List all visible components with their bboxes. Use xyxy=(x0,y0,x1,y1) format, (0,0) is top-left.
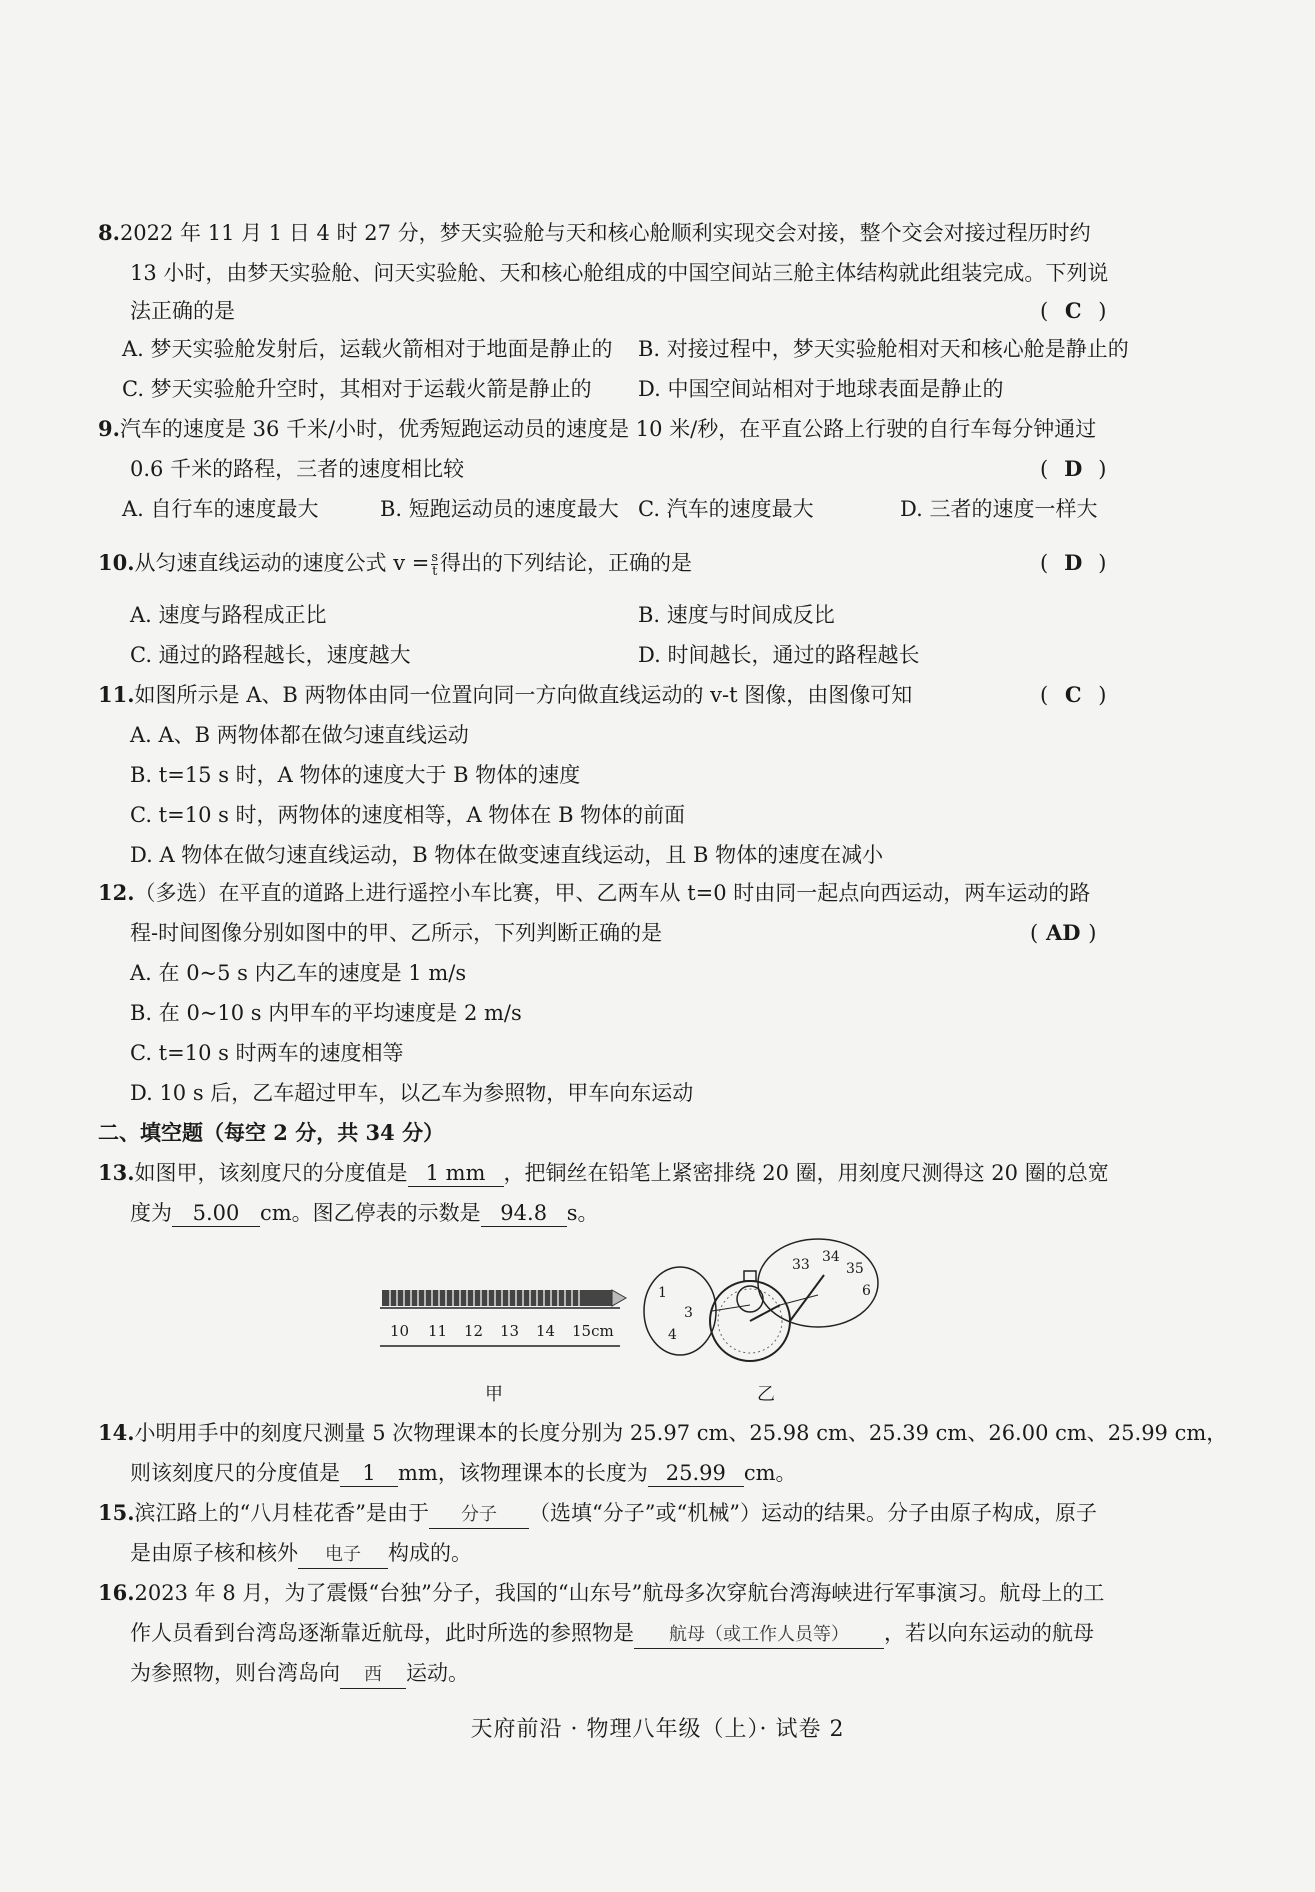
q9-option-c: C. 汽车的速度最大 xyxy=(638,497,814,521)
ruler-tick-12: 12 xyxy=(464,1322,484,1340)
q10-frac-denominator: t xyxy=(432,564,438,579)
q10-frac-numerator: s xyxy=(431,550,439,565)
q16-line3 xyxy=(130,1658,1170,1689)
q13-text1: 如图甲，该刻度尺的分度值是 xyxy=(134,1161,408,1185)
q12-option-d: D. 10 s 后，乙车超过甲车，以乙车为参照物，甲车向东运动 xyxy=(130,1081,694,1105)
q15-blank-2: 电子 xyxy=(298,1542,388,1569)
q9-text2: 0.6 千米的路程，三者的速度相比较 xyxy=(130,457,465,481)
q9-option-b: B. 短跑运动员的速度最大 xyxy=(380,497,619,521)
q9-answer: ( D ) xyxy=(1040,454,1140,484)
ruler-tick-10: 10 xyxy=(390,1322,410,1340)
q12-line1 xyxy=(98,878,1138,908)
q15-line2 xyxy=(130,1538,1170,1569)
q15-text4: 构成的。 xyxy=(388,1541,472,1565)
q11-answer: ( C ) xyxy=(1040,680,1140,710)
big-dial-label-33: 33 xyxy=(792,1257,810,1273)
q10-formula-fraction xyxy=(431,551,438,578)
ruler-tick-13: 13 xyxy=(500,1322,520,1340)
q13-text5: s。 xyxy=(566,1201,599,1225)
q12-option-b: B. 在 0~10 s 内甲车的平均速度是 2 m/s xyxy=(130,1001,522,1025)
pencil-tip xyxy=(612,1290,626,1306)
q12-option-c: C. t=10 s 时两车的速度相等 xyxy=(130,1041,404,1065)
q11-option-b: B. t=15 s 时，A 物体的速度大于 B 物体的速度 xyxy=(130,763,581,787)
q10-line1 xyxy=(98,548,1138,578)
q11-option-c: C. t=10 s 时，两物体的速度相等，A 物体在 B 物体的前面 xyxy=(130,803,686,827)
ruler-tick-14: 14 xyxy=(536,1322,556,1340)
q10-text-post: 得出的下列结论，正确的是 xyxy=(440,551,693,575)
q16-text5: 运动。 xyxy=(406,1661,469,1685)
q14-blank-1: 1 xyxy=(340,1460,398,1487)
q11-text1: 如图所示是 A、B 两物体由同一位置向同一方向做直线运动的 v-t 图像，由图像可知 xyxy=(134,683,913,707)
q13-text3: 度为 xyxy=(130,1201,172,1225)
q15-text2: （选填“分子”或“机械”）运动的结果。分子由原子构成，原子 xyxy=(529,1501,1097,1525)
q14-text3: mm，该物理课本的长度为 xyxy=(398,1461,648,1485)
q13-blank-3: 94.8 xyxy=(481,1200,567,1227)
q11-option-d: D. A 物体在做匀速直线运动，B 物体在做变速直线运动，且 B 物体的速度在减小 xyxy=(130,843,884,867)
q14-line1 xyxy=(98,1418,1228,1448)
q12-answer: ( AD ) xyxy=(1030,918,1130,948)
coiled-wire xyxy=(382,1290,612,1306)
big-dial-label-6: 6 xyxy=(862,1283,871,1299)
q14-line2 xyxy=(130,1458,1170,1488)
q16-number: 16. xyxy=(98,1580,135,1605)
q13-blank-1: 1 mm xyxy=(408,1160,504,1187)
q16-blank-2: 西 xyxy=(340,1662,406,1689)
ruler-tick-11: 11 xyxy=(428,1322,448,1340)
q15-text1: 滨江路上的“八月桂花香”是由于 xyxy=(134,1501,430,1525)
q10-option-a: A. 速度与路程成正比 xyxy=(130,603,327,627)
q9-answer-value: D xyxy=(1064,456,1083,481)
q14-number: 14. xyxy=(98,1420,135,1445)
q9-number: 9. xyxy=(98,416,120,441)
q9-option-d: D. 三者的速度一样大 xyxy=(900,497,1098,521)
q11-option-a: A. A、B 两物体都在做匀速直线运动 xyxy=(130,723,469,747)
q15-line1 xyxy=(98,1498,1138,1529)
q8-option-b: B. 对接过程中，梦天实验舱相对天和核心舱是静止的 xyxy=(638,337,1129,361)
q9-option-a: A. 自行车的速度最大 xyxy=(122,497,319,521)
q16-line1 xyxy=(98,1578,1138,1608)
q16-text1: 2023 年 8 月，为了震慑“台独”分子，我国的“山东号”航母多次穿航台湾海峡进行军事演习。航母上的工 xyxy=(134,1581,1105,1605)
section-fill-in-title: 二、填空题（每空 2 分，共 34 分） xyxy=(98,1120,445,1145)
q8-option-a: A. 梦天实验舱发射后，运载火箭相对于地面是静止的 xyxy=(122,337,613,361)
q10-answer: ( D ) xyxy=(1040,548,1140,578)
q8-text2: 13 小时，由梦天实验舱、问天实验舱、天和核心舱组成的中国空间站三舱主体结构就此组装完成。下列说 xyxy=(130,261,1109,285)
q15-number: 15. xyxy=(98,1500,135,1525)
small-dial-label-1: 1 xyxy=(658,1285,667,1301)
figure-caption-yi: 乙 xyxy=(757,1384,775,1405)
q9-line1 xyxy=(98,414,1138,444)
q8-line1 xyxy=(98,218,1138,248)
ruler-tick-15cm: 15cm xyxy=(572,1322,614,1340)
q11-number: 11. xyxy=(98,682,135,707)
big-dial-label-34: 34 xyxy=(822,1249,840,1265)
q14-blank-2: 25.99 xyxy=(648,1460,744,1487)
q10-number: 10. xyxy=(98,550,135,575)
small-dial-label-4: 4 xyxy=(668,1327,677,1343)
q16-blank-1: 航母（或工作人员等） xyxy=(634,1622,884,1649)
stopwatch-labels xyxy=(640,1235,890,1375)
q16-text2: 作人员看到台湾岛逐渐靠近航母，此时所选的参照物是 xyxy=(130,1621,634,1645)
q8-text3: 法正确的是 xyxy=(130,299,235,323)
page-footer: 天府前沿 · 物理八年级（上）· 试卷 2 xyxy=(470,1717,845,1742)
q8-answer: ( C ) xyxy=(1040,296,1140,326)
figure-caption-jia: 甲 xyxy=(485,1384,503,1405)
q9-text1: 汽车的速度是 36 千米/小时，优秀短跑运动员的速度是 10 米/秒，在平直公路上行驶的自行车每分钟通过 xyxy=(119,417,1097,441)
small-dial-label-3: 3 xyxy=(684,1305,693,1321)
q8-answer-value: C xyxy=(1064,298,1082,323)
q13-line1 xyxy=(98,1158,1138,1188)
q12-text1: （多选）在平直的道路上进行遥控小车比赛，甲、乙两车从 t=0 时由同一起点向西运动，两车运动的路 xyxy=(134,881,1091,905)
q14-text1: 小明用手中的刻度尺测量 5 次物理课本的长度分别为 25.97 cm、25.98 cm、25.39 cm、26.00 cm、25.99 cm， xyxy=(134,1421,1228,1445)
q8-option-c: C. 梦天实验舱升空时，其相对于运载火箭是静止的 xyxy=(122,377,592,401)
q13-blank-2: 5.00 xyxy=(172,1200,260,1227)
q13-line2 xyxy=(130,1198,1170,1228)
q8-text1: 2022 年 11 月 1 日 4 时 27 分，梦天实验舱与天和核心舱顺利实现交会对接，整个交会对接过程历时约 xyxy=(119,221,1091,245)
q12-number: 12. xyxy=(98,880,135,905)
q15-text3: 是由原子核和核外 xyxy=(130,1541,298,1565)
q14-text2: 则该刻度尺的分度值是 xyxy=(130,1461,340,1485)
q10-text-pre: 从匀速直线运动的速度公式 v = xyxy=(134,551,430,575)
q10-option-b: B. 速度与时间成反比 xyxy=(638,603,835,627)
q10-option-c: C. 通过的路程越长，速度越大 xyxy=(130,643,411,667)
q14-text4: cm。 xyxy=(743,1461,797,1485)
q10-option-d: D. 时间越长，通过的路程越长 xyxy=(638,643,920,667)
q16-text3: ，若以向东运动的航母 xyxy=(884,1621,1094,1645)
q12-answer-value: AD xyxy=(1045,920,1081,945)
q11-answer-value: C xyxy=(1064,682,1082,707)
q13-number: 13. xyxy=(98,1160,135,1185)
q16-line2 xyxy=(130,1618,1170,1649)
big-dial-label-35: 35 xyxy=(846,1261,864,1277)
q8-option-d: D. 中国空间站相对于地球表面是静止的 xyxy=(638,377,1004,401)
q13-text2: ，把铜丝在铅笔上紧密排绕 20 圈，用刻度尺测得这 20 圈的总宽 xyxy=(503,1161,1109,1185)
q11-line1 xyxy=(98,680,1138,710)
q12-option-a: A. 在 0~5 s 内乙车的速度是 1 m/s xyxy=(130,961,467,985)
q12-text2: 程-时间图像分别如图中的甲、乙所示，下列判断正确的是 xyxy=(130,921,663,945)
q16-text4: 为参照物，则台湾岛向 xyxy=(130,1661,340,1685)
q10-answer-value: D xyxy=(1064,550,1083,575)
q8-number: 8. xyxy=(98,220,120,245)
q15-blank-1: 分子 xyxy=(429,1502,529,1529)
q13-text4: cm。图乙停表的示数是 xyxy=(260,1201,481,1225)
